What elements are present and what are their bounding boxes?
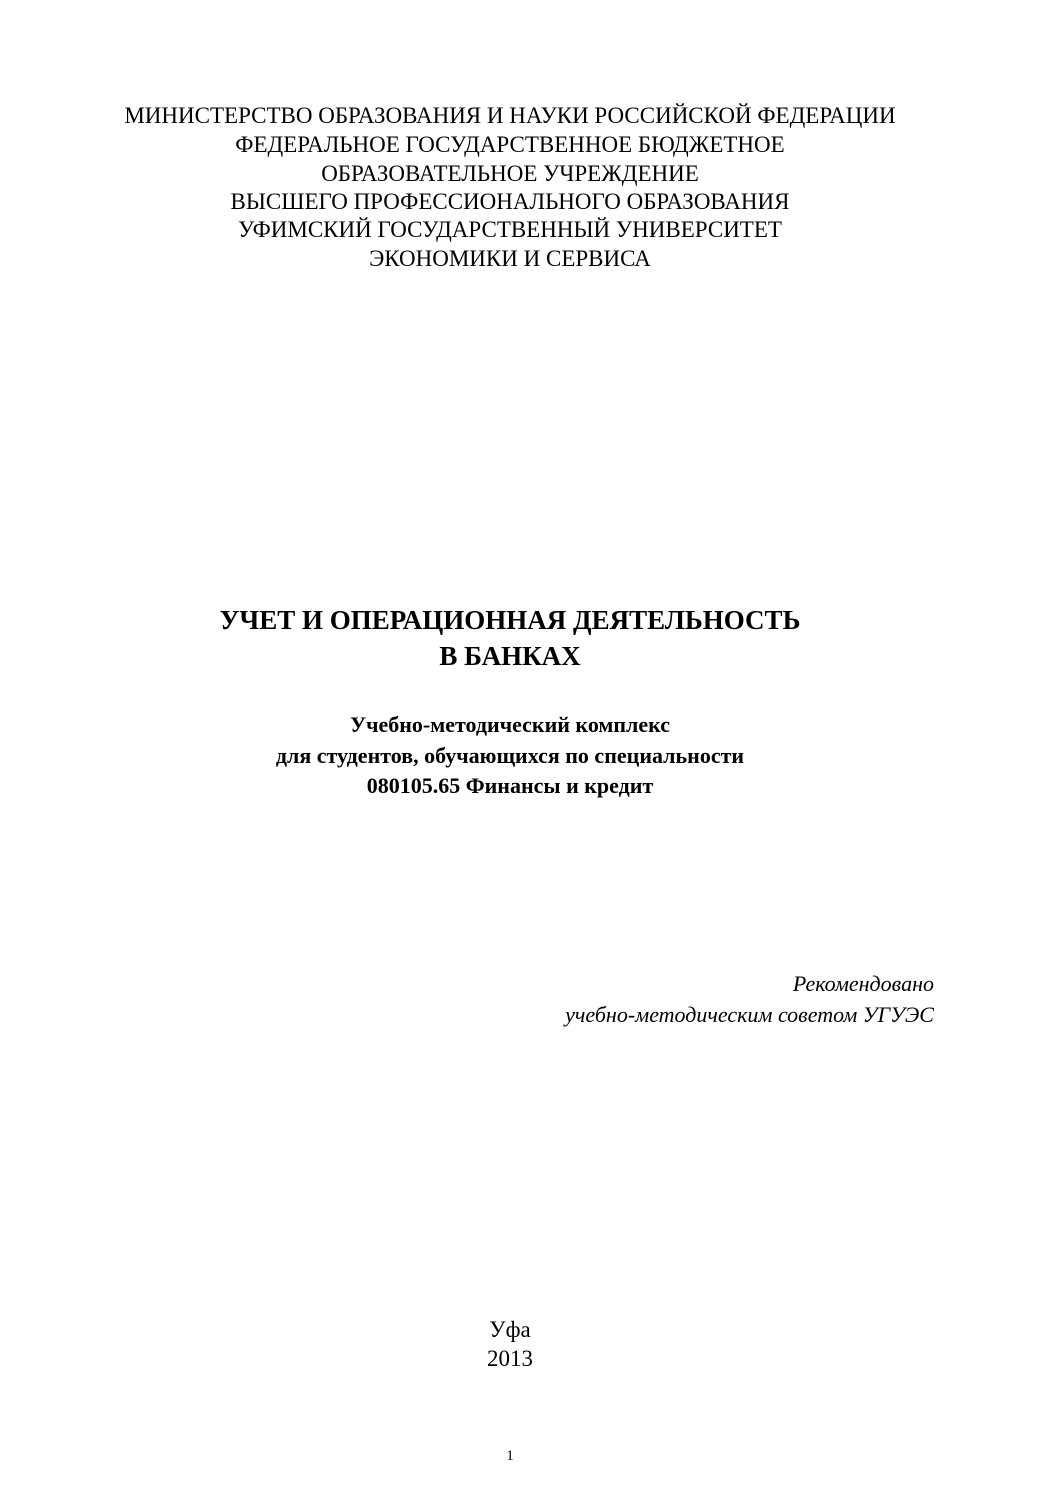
header-line-institution: ОБРАЗОВАТЕЛЬНОЕ УЧРЕЖДЕНИЕ <box>321 161 699 186</box>
document-title-line-2: В БАНКАХ <box>439 641 581 671</box>
footer-city: Уфа <box>489 1317 531 1342</box>
page-number: 1 <box>506 1448 514 1464</box>
footer-year: 2013 <box>487 1346 533 1371</box>
header-line-university: УФИМСКИЙ ГОСУДАРСТВЕННЫЙ УНИВЕРСИТЕТ <box>238 217 782 242</box>
document-title-line-1: УЧЕТ И ОПЕРАЦИОННАЯ ДЕЯТЕЛЬНОСТЬ <box>219 605 801 635</box>
subtitle-line-complex: Учебно-методический комплекс <box>349 712 671 737</box>
header-line-economics: ЭКОНОМИКИ И СЕРВИСА <box>369 246 651 271</box>
header-line-ministry: МИНИСТЕРСТВО ОБРАЗОВАНИЯ И НАУКИ РОССИЙСКОЙ ФЕДЕРАЦИИ <box>124 103 896 128</box>
subtitle-line-specialty: 080105.65 Финансы и кредит <box>366 773 654 798</box>
recommendation-line-1: Рекомендовано <box>792 971 934 996</box>
header-line-federal: ФЕДЕРАЛЬНОЕ ГОСУДАРСТВЕННОЕ БЮДЖЕТНОЕ <box>235 132 785 157</box>
subtitle-line-students: для студентов, обучающихся по специальности <box>275 743 745 768</box>
recommendation-line-2: учебно-методическим советом УГУЭС <box>565 1002 934 1027</box>
header-line-education: ВЫСШЕГО ПРОФЕССИОНАЛЬНОГО ОБРАЗОВАНИЯ <box>230 189 790 214</box>
